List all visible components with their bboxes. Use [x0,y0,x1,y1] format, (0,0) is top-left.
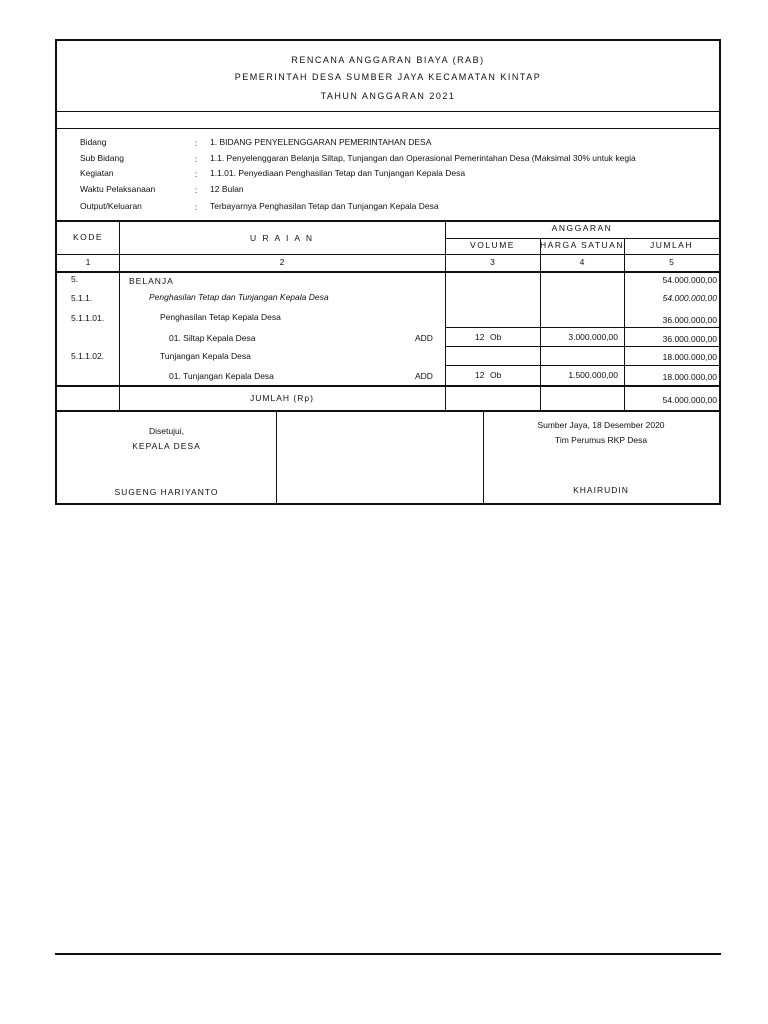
total-value: 54.000.000,00 [662,395,717,405]
info-colon: : [195,169,198,179]
divider [57,111,719,112]
info-colon: : [195,185,198,195]
info-value-kegiatan: 1.1.01. Penyediaan Penghasilan Tetap dan Tunjangan Kepala Desa [210,168,466,178]
row-unit: Ob [490,370,502,380]
column-divider [119,220,120,411]
row-jumlah: 54.000.000,00 [662,275,717,285]
divider [445,365,719,366]
row-uraian: Tunjangan Kepala Desa [160,351,251,361]
row-kode: 5. [71,274,79,284]
info-value-bidang: 1. BIDANG PENYELENGGARAN PEMERINTAHAN DESA [210,137,432,147]
row-volume: 12 [475,370,485,380]
column-number-5: 5 [669,257,674,267]
row-kode: 5.1.1. [71,293,93,303]
row-uraian: Penghasilan Tetap Kepala Desa [160,312,281,322]
info-label-bidang: Bidang [80,137,107,147]
row-source: ADD [415,371,433,381]
tim-perumus-name: KHAIRUDIN [573,485,629,495]
total-label: JUMLAH (Rp) [250,393,314,403]
header-line-3: TAHUN ANGGARAN 2021 [320,91,456,101]
row-harga: 3.000.000,00 [568,332,618,342]
row-jumlah: 36.000.000,00 [662,315,717,325]
row-unit: Ob [490,332,502,342]
row-jumlah: 18.000.000,00 [662,372,717,382]
row-uraian: 01. Tunjangan Kepala Desa [169,371,274,381]
divider [57,271,719,273]
header-volume: VOLUME [470,240,515,250]
info-value-waktu: 12 Bulan [210,184,244,194]
header-harga-satuan: HARGA SATUAN [540,240,624,250]
approved-label: Disetujui, [149,426,184,436]
rab-document [55,39,721,505]
table-top-border [57,220,719,222]
row-jumlah: 54.000.000,00 [662,293,717,303]
row-harga: 1.500.000,00 [568,370,618,380]
info-colon: : [195,202,198,212]
info-label-output: Output/Keluaran [80,201,142,211]
column-number-4: 4 [579,257,585,267]
row-uraian: Penghasilan Tetap dan Tunjangan Kepala Desa [149,292,329,302]
column-number-3: 3 [490,257,495,267]
header-line-2: PEMERINTAH DESA SUMBER JAYA KECAMATAN KINTAP [234,72,542,82]
kepala-desa-name: SUGENG HARIYANTO [114,487,219,497]
divider [445,327,719,328]
header-uraian: U R A I A N [249,233,315,243]
kepala-desa-title: KEPALA DESA [132,441,201,451]
info-label-waktu: Waktu Pelaksanaan [80,184,156,194]
header-line-1: RENCANA ANGGARAN BIAYA (RAB) [291,55,485,65]
row-jumlah: 18.000.000,00 [662,352,717,362]
header-anggaran: ANGGARAN [551,223,613,233]
row-uraian: 01. Siltap Kepala Desa [169,333,256,343]
info-colon: : [195,154,198,164]
info-value-output: Terbayarnya Penghasilan Tetap dan Tunjangan Kepala Desa [210,201,439,211]
column-number-2: 2 [279,257,285,267]
table-bottom-border [57,410,719,412]
info-value-sub-bidang: 1.1. Penyelenggaran Belanja Siltap, Tunjangan dan Operasional Pemerintahan Desa (Maksimal 30% untuk kegia [210,153,636,163]
info-label-sub-bidang: Sub Bidang [80,153,124,163]
header-jumlah: JUMLAH [649,240,693,250]
divider [445,346,719,347]
column-number-1: 1 [85,257,91,267]
row-kode: 5.1.1.02. [71,351,105,361]
row-jumlah: 36.000.000,00 [662,334,717,344]
info-colon: : [195,138,198,148]
signature-divider [276,411,277,503]
tim-perumus-title: Tim Perumus RKP Desa [554,435,648,445]
row-volume: 12 [475,332,485,342]
info-label-kegiatan: Kegiatan [80,168,114,178]
divider [57,385,719,387]
row-source: ADD [415,333,433,343]
page-bottom-rule [55,953,721,955]
divider [57,128,719,129]
divider [57,254,719,255]
header-kode: KODE [72,232,104,242]
row-uraian: BELANJA [129,276,174,286]
divider [445,238,719,239]
place-date: Sumber Jaya, 18 Desember 2020 [537,420,665,430]
row-kode: 5.1.1.01. [71,313,105,323]
